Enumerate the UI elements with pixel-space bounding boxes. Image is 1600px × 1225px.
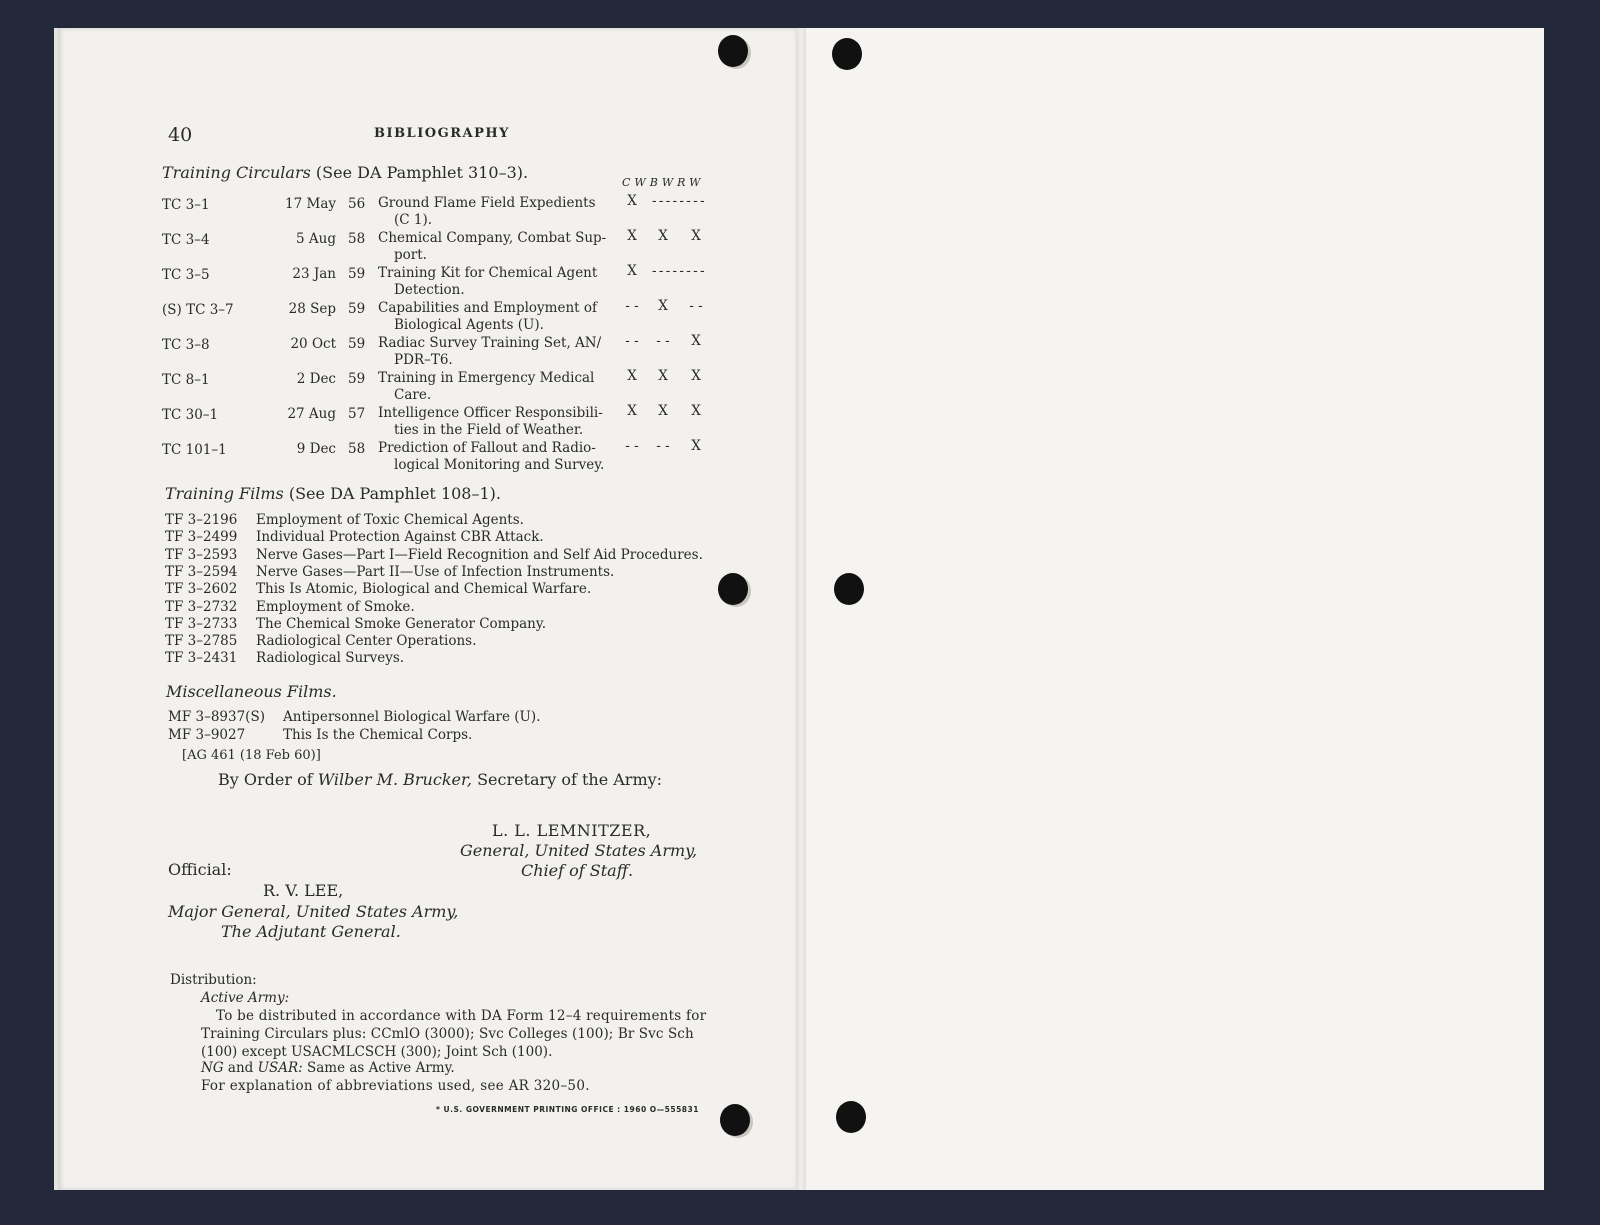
by-order-suffix: Secretary of the Army: — [477, 770, 663, 789]
active-army-text: Active Army: — [201, 990, 290, 1006]
tc-date: 20 Oct — [290, 336, 336, 352]
tc-year: 59 — [348, 301, 366, 317]
tc-year: 58 — [348, 231, 366, 247]
tc-title-line-1: Prediction of Fallout and Radio- — [378, 440, 596, 456]
tc-title-line-2: Biological Agents (U). — [394, 317, 544, 333]
tc-date: 5 Aug — [296, 231, 336, 247]
list-item — [58, 547, 796, 564]
heading-rest: (See DA Pamphlet 108–1). — [288, 484, 501, 503]
tc-date: 23 Jan — [292, 266, 336, 282]
film-title: Employment of Toxic Chemical Agents. — [256, 512, 524, 528]
tc-number: TC 3–5 — [162, 267, 210, 283]
film-title: Radiological Surveys. — [256, 650, 405, 667]
ng-text: Same as Active Army. — [306, 1060, 455, 1076]
official-label: Official: — [168, 860, 232, 879]
tc-date: 28 Sep — [288, 301, 336, 317]
list-item — [58, 709, 796, 726]
signatory-title-1: General, United States Army, — [460, 841, 698, 860]
tc-number: TC 30–1 — [162, 407, 219, 423]
mark-bw: - - — [656, 438, 670, 454]
tc-title — [378, 335, 618, 369]
list-item — [58, 512, 796, 529]
tc-date: 17 May — [285, 196, 336, 212]
official-title-2: The Adjutant General. — [221, 922, 401, 941]
distribution-text-3: (100) except USACMLCSCH (300); Joint Sch (100). — [201, 1044, 553, 1060]
mark-cw: X — [627, 193, 637, 209]
distribution-label: Distribution: — [170, 972, 257, 988]
active-army-label — [201, 990, 289, 1006]
right-page — [806, 28, 1544, 1190]
tc-title-line-2: Detection. — [394, 282, 465, 298]
punch-hole — [834, 573, 864, 605]
misc-films-heading — [166, 682, 337, 701]
film-title: Nerve Gases—Part I—Field Recognition and Self Aid Procedures. — [256, 546, 703, 563]
ng-usar-line — [201, 1060, 455, 1076]
ng-label: NG — [201, 1060, 224, 1076]
list-item — [58, 564, 796, 581]
mark-bw: X — [658, 228, 668, 244]
mark-bw: - - - - - - - - — [652, 263, 704, 279]
tc-title-line-1: Capabilities and Employment of — [378, 300, 597, 316]
film-title: This Is the Chemical Corps. — [283, 726, 473, 743]
mark-bw: X — [658, 298, 668, 314]
tc-title-line-2: PDR–T6. — [394, 352, 453, 368]
tc-title-line-1: Training Kit for Chemical Agent — [378, 265, 598, 281]
list-item — [58, 727, 796, 744]
film-number: MF 3–8937(S) — [168, 709, 265, 725]
film-number: TF 3–2733 — [165, 615, 238, 632]
tc-date: 27 Aug — [287, 406, 336, 422]
distribution-text-1: To be distributed in accordance with DA Form 12–4 requirements for — [216, 1008, 707, 1024]
mark-bw: X — [658, 368, 668, 384]
mark-cw: X — [627, 263, 637, 279]
table-row — [58, 403, 796, 437]
mark-cw: X — [627, 368, 637, 384]
tc-number: TC 3–1 — [162, 197, 210, 213]
tc-title — [378, 370, 618, 404]
punch-hole — [836, 1101, 866, 1133]
table-row — [58, 438, 796, 472]
tc-year: 58 — [348, 441, 366, 457]
page-number: 40 — [168, 124, 193, 146]
signatory-title-2: Chief of Staff. — [521, 861, 634, 880]
signatory-name: L. L. LEMNITZER, — [492, 821, 652, 840]
tc-title-line-2: Care. — [394, 387, 432, 403]
official-title-1: Major General, United States Army, — [168, 902, 459, 921]
tc-title — [378, 405, 618, 439]
punch-hole — [832, 38, 862, 70]
table-row — [58, 333, 796, 367]
mark-bw: - - - - - - - - — [652, 193, 704, 209]
tc-year: 57 — [348, 406, 366, 422]
film-number: TF 3–2499 — [165, 529, 238, 546]
table-row — [58, 228, 796, 262]
tc-number: TC 8–1 — [162, 372, 210, 388]
film-number: TF 3–2593 — [165, 546, 238, 563]
training-circulars-heading — [162, 163, 528, 182]
distribution-text-2: Training Circulars plus: CCmlO (3000); Svc Colleges (100); Br Svc Sch — [201, 1026, 694, 1042]
tc-title-line-1: Radiac Survey Training Set, AN/ — [378, 335, 602, 351]
tc-year: 59 — [348, 336, 366, 352]
tc-title-line-1: Ground Flame Field Expedients — [378, 195, 596, 211]
mark-rw: X — [691, 403, 701, 419]
by-order-prefix: By Order of — [218, 770, 313, 789]
tc-year: 59 — [348, 371, 366, 387]
mark-rw: X — [691, 333, 701, 349]
tc-title-line-2: (C 1). — [394, 212, 433, 228]
tc-year: 56 — [348, 196, 366, 212]
tc-title-line-1: Training in Emergency Medical — [378, 370, 595, 386]
mark-rw: X — [691, 228, 701, 244]
gpo-imprint: * U.S. GOVERNMENT PRINTING OFFICE : 1960 O—555831 — [436, 1105, 699, 1114]
film-number: TF 3–2196 — [165, 512, 238, 528]
mark-rw: X — [691, 368, 701, 384]
col-cw: CW — [622, 176, 650, 189]
table-row — [58, 193, 796, 227]
tc-title-line-2: ties in the Field of Weather. — [394, 422, 584, 438]
film-title: Individual Protection Against CBR Attack. — [256, 529, 544, 546]
heading-italic: Miscellaneous Films. — [166, 682, 337, 701]
running-head: BIBLIOGRAPHY — [374, 126, 510, 141]
tc-title — [378, 195, 618, 229]
tc-number: (S) TC 3–7 — [162, 302, 234, 318]
mark-bw: X — [658, 403, 668, 419]
by-order-line — [218, 770, 662, 789]
film-title: This Is Atomic, Biological and Chemical Warfare. — [256, 581, 592, 598]
list-item — [58, 529, 796, 546]
punch-hole — [718, 35, 748, 67]
explanation-line: For explanation of abbreviations used, see AR 320–50. — [201, 1078, 590, 1094]
heading-rest: (See DA Pamphlet 310–3). — [315, 163, 529, 182]
film-title: Antipersonnel Biological Warfare (U). — [283, 709, 541, 725]
col-rw: RW — [677, 176, 705, 189]
list-item — [58, 633, 796, 650]
mark-bw: - - — [656, 333, 670, 349]
film-number: TF 3–2785 — [165, 633, 238, 650]
training-films-heading — [165, 484, 501, 503]
tc-title-line-2: port. — [394, 247, 427, 263]
mark-cw: - - — [625, 333, 639, 349]
usar-label: USAR: — [257, 1060, 303, 1076]
left-page — [58, 28, 796, 1190]
tc-title-line-1: Chemical Company, Combat Sup- — [378, 230, 607, 246]
mark-cw: - - — [625, 438, 639, 454]
film-number: TF 3–2594 — [165, 563, 238, 580]
mark-rw: X — [691, 438, 701, 454]
table-row — [58, 368, 796, 402]
column-headers — [622, 176, 704, 189]
film-number: TF 3–2602 — [165, 581, 238, 598]
tc-title — [378, 265, 618, 299]
punch-hole — [720, 1104, 750, 1136]
by-order-name: Wilber M. Brucker, — [317, 770, 472, 789]
ag-reference: [AG 461 (18 Feb 60)] — [182, 748, 321, 763]
film-title: Employment of Smoke. — [256, 598, 415, 615]
film-title: Nerve Gases—Part II—Use of Infection Instruments. — [256, 563, 615, 580]
film-title: The Chemical Smoke Generator Company. — [256, 615, 546, 632]
col-bw: BW — [649, 176, 678, 189]
heading-italic: Training Films — [165, 484, 284, 503]
tc-year: 59 — [348, 266, 366, 282]
tc-number: TC 3–4 — [162, 232, 210, 248]
list-item — [58, 650, 796, 667]
heading-italic: Training Circulars — [162, 163, 311, 182]
tc-date: 9 Dec — [296, 441, 336, 457]
film-number: TF 3–2732 — [165, 598, 238, 615]
official-name: R. V. LEE, — [263, 881, 344, 900]
tc-date: 2 Dec — [296, 371, 336, 387]
tc-number: TC 3–8 — [162, 337, 210, 353]
tc-title — [378, 300, 618, 334]
tc-number: TC 101–1 — [162, 442, 227, 458]
mark-cw: X — [627, 228, 637, 244]
tc-title-line-2: logical Monitoring and Survey. — [394, 457, 605, 473]
list-item — [58, 581, 796, 598]
mark-cw: - - — [625, 298, 639, 314]
mark-rw: - - — [689, 298, 703, 314]
table-row — [58, 298, 796, 332]
film-title: Radiological Center Operations. — [256, 633, 477, 650]
tc-title-line-1: Intelligence Officer Responsibili- — [378, 405, 603, 421]
tc-title — [378, 230, 618, 264]
list-item — [58, 616, 796, 633]
film-number: MF 3–9027 — [168, 726, 246, 743]
film-number: TF 3–2431 — [165, 650, 238, 667]
table-row — [58, 263, 796, 297]
mark-cw: X — [627, 403, 637, 419]
tc-title — [378, 440, 618, 474]
list-item — [58, 599, 796, 616]
and-word: and — [227, 1060, 254, 1076]
